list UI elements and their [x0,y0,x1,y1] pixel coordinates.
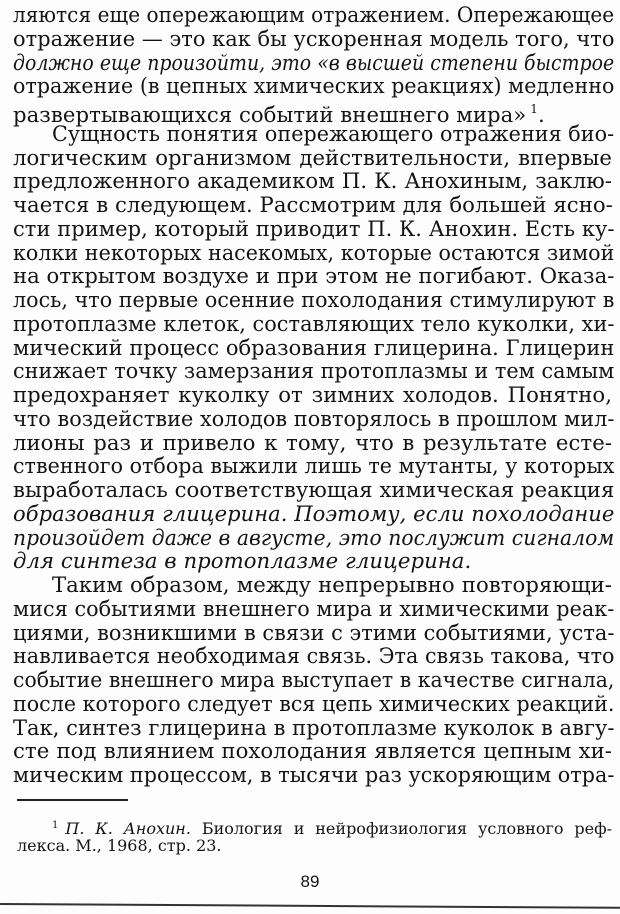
text-line: сте под влиянием похолодания является цепным хи- [13,738,612,764]
text-line: событие внешнего мира выступает в качестве сигнала, [13,667,615,692]
text-line: снижает точку замерзания протоплазмы и тем самым [13,358,615,384]
page-bottom-edge [0,903,620,909]
text-line: ляются еще опережающим отражением. Опережающее [13,2,615,27]
text-line-italic: произойдет даже в августе, это послужит сигналом [13,524,615,550]
text-line: предохраняет куколку от зимних холодов. Понятно, [13,382,612,407]
text-line: ственного отбора выжили лишь те мутанты, у которых [13,453,615,479]
footnote-author: П. К. Анохин. [65,819,191,838]
text-line: отражение (в цепных химических реакциях) медленно [13,73,615,99]
text-line-italic: для синтеза в протоплазме глицерина. [13,548,472,574]
footnote-citation: лекса. М., 1968, стр. 23. [17,836,222,855]
text-line: сти пример, который приводит П. К. Анохин. Есть ку- [13,215,615,241]
text-line: предложенного академиком П. К. Анохиным, заклю- [13,168,612,194]
text-line: циями, возникшими в связи с этими событиями, уста- [13,619,615,645]
footnote-reference: 1 [530,102,538,116]
footnote-line [52,816,613,838]
text-line: выработалась соответствующая химическая реакция [13,477,615,502]
text-line: чается в следующем. Рассмотрим для большей ясно- [13,192,613,217]
text-line: после которого следует вся цепь химических реакций. [13,690,615,716]
text-line: лионы раз и привело к тому, что в результате есте- [13,429,612,455]
text-line: на открытом воздухе и при этом не погибают. Оказа- [13,263,615,289]
text-line: Так, синтез глицерина в протоплазме куколок в авгу- [13,714,615,740]
text-line: лось, что первые осенние похолодания стимулируют в [13,287,615,312]
footnote-separator [17,799,128,801]
text-line-italic: образования глицерина. Поэтому, если похолодание [13,500,615,526]
footnote-marker: 1 [52,820,59,831]
text-line: логическим организмом действительности, впервые [13,144,612,170]
text-line: развертывающихся событий внешнего мира» $^1$. [13,102,545,127]
footnote-title: Биология и нейрофизиология условного реф- [201,819,613,838]
text-line: отражение — это как бы ускоренная модель того, что [13,25,615,51]
paragraph-start-line: Таким образом, между непрерывно повторяющи- [52,572,612,597]
text-line: что воздействие холодов повторялось в прошлом мил- [13,405,615,431]
paragraph-start-line: Сущность понятия опережающего отражения био- [52,120,615,146]
page-number: 89 [300,872,320,891]
text-line-italic: должно еще произойти, это «в высшей степени быстрое [13,49,615,75]
footnote-line [17,836,612,855]
text-line: мическим процессом, в тысячи раз ускоряющим отра- [13,762,615,787]
text-line: навливается необходимая связь. Эта связь такова, что [13,643,615,669]
text-line: колки некоторых насекомых, которые остаются зимой [13,239,615,265]
period: . [537,102,545,127]
text-line: протоплазме клеток, составляющих тело куколки, хи- [13,310,615,336]
text-line: мися событиями внешнего мира и химическими реак- [13,595,615,621]
text-line: мический процесс образования глицерина. Глицерин [13,334,615,360]
